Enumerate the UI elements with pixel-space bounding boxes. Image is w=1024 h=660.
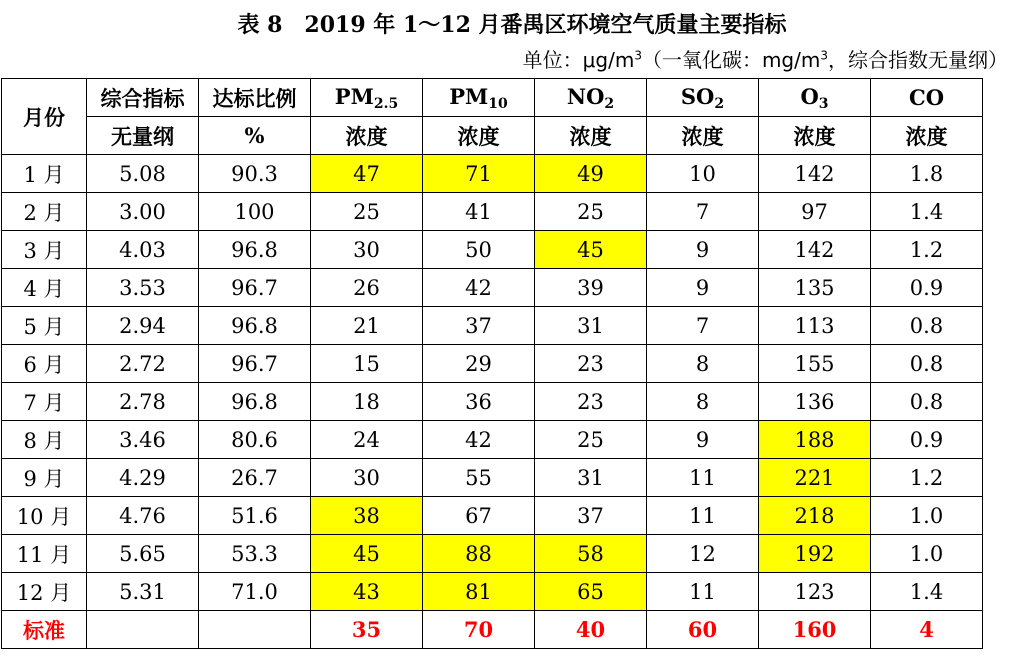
header-index-bottom: 无量纲 (87, 117, 199, 155)
cell-so2: 9 (647, 421, 759, 459)
cell-pm25: 15 (311, 345, 423, 383)
cell-so2: 11 (647, 573, 759, 611)
cell-co: 1.8 (871, 155, 983, 193)
cell-month: 5 月 (2, 307, 87, 345)
cell-pm10: 55 (423, 459, 535, 497)
cell-o3: 136 (759, 383, 871, 421)
cell-ratio: 53.3 (199, 535, 311, 573)
cell-month: 4 月 (2, 269, 87, 307)
cell-index: 3.00 (87, 193, 199, 231)
header-pm25-main: PM (334, 83, 374, 109)
table-row (2, 421, 983, 459)
cell-month: 8 月 (2, 421, 87, 459)
table-row (2, 307, 983, 345)
cell-ratio: 96.8 (199, 383, 311, 421)
standard-ratio (199, 611, 311, 649)
header-ratio-top: 达标比例 (199, 79, 311, 117)
standard-no2: 40 (535, 611, 647, 649)
cell-no2: 25 (535, 421, 647, 459)
cell-co: 1.4 (871, 573, 983, 611)
unit-suffix: ，综合指数无量纲） (828, 48, 1008, 72)
cell-co: 1.2 (871, 231, 983, 269)
standard-index (87, 611, 199, 649)
cell-so2: 7 (647, 193, 759, 231)
cell-index: 4.76 (87, 497, 199, 535)
standard-co: 4 (871, 611, 983, 649)
cell-o3: 155 (759, 345, 871, 383)
cell-no2: 37 (535, 497, 647, 535)
header-conc-co: 浓度 (871, 117, 983, 155)
cell-pm25: 30 (311, 231, 423, 269)
cell-pm10: 67 (423, 497, 535, 535)
header-pm25-sub: 2.5 (373, 95, 399, 112)
cell-o3: 113 (759, 307, 871, 345)
cell-month: 7 月 (2, 383, 87, 421)
cell-so2: 12 (647, 535, 759, 573)
cell-so2: 7 (647, 307, 759, 345)
cell-o3: 188 (759, 421, 871, 459)
header-row-1 (2, 79, 983, 117)
cell-pm25: 43 (311, 573, 423, 611)
table-row (2, 155, 983, 193)
header-ratio-bottom: % (199, 117, 311, 155)
header-conc-pm25: 浓度 (311, 117, 423, 155)
header-pm10-sub: 10 (488, 95, 508, 112)
cell-no2: 39 (535, 269, 647, 307)
cell-o3: 135 (759, 269, 871, 307)
cell-pm25: 18 (311, 383, 423, 421)
cell-co: 1.2 (871, 459, 983, 497)
cell-co: 0.9 (871, 421, 983, 459)
cell-month: 11 月 (2, 535, 87, 573)
standard-pm25: 35 (311, 611, 423, 649)
table-row (2, 383, 983, 421)
cell-pm25: 30 (311, 459, 423, 497)
cell-month: 9 月 (2, 459, 87, 497)
table-row (2, 459, 983, 497)
cell-no2: 23 (535, 383, 647, 421)
cell-pm10: 50 (423, 231, 535, 269)
cell-o3: 123 (759, 573, 871, 611)
header-pm10 (423, 79, 535, 117)
header-so2-main: SO (680, 83, 715, 109)
cell-no2: 45 (535, 231, 647, 269)
cell-ratio: 51.6 (199, 497, 311, 535)
cell-index: 2.94 (87, 307, 199, 345)
cell-so2: 9 (647, 231, 759, 269)
cell-pm10: 37 (423, 307, 535, 345)
cell-pm10: 42 (423, 269, 535, 307)
cell-index: 5.08 (87, 155, 199, 193)
cell-month: 3 月 (2, 231, 87, 269)
cell-pm25: 45 (311, 535, 423, 573)
unit-sup-2: 3 (820, 48, 828, 63)
table-title: 表 8 2019 年 1～12 月番禺区环境空气质量主要指标 (237, 12, 787, 38)
cell-pm10: 41 (423, 193, 535, 231)
cell-o3: 142 (759, 231, 871, 269)
header-row-2 (2, 117, 983, 155)
cell-no2: 58 (535, 535, 647, 573)
cell-month: 2 月 (2, 193, 87, 231)
cell-pm10: 29 (423, 345, 535, 383)
cell-so2: 11 (647, 497, 759, 535)
table-row (2, 573, 983, 611)
cell-o3: 192 (759, 535, 871, 573)
header-pm10-main: PM (449, 83, 489, 109)
cell-index: 3.53 (87, 269, 199, 307)
table-row (2, 231, 983, 269)
cell-no2: 49 (535, 155, 647, 193)
cell-so2: 11 (647, 459, 759, 497)
cell-no2: 23 (535, 345, 647, 383)
cell-pm25: 25 (311, 193, 423, 231)
header-so2 (647, 79, 759, 117)
cell-index: 2.78 (87, 383, 199, 421)
header-no2-sub: 2 (604, 95, 615, 112)
cell-co: 1.4 (871, 193, 983, 231)
cell-pm10: 42 (423, 421, 535, 459)
unit-prefix: 单位：μg/m (522, 48, 635, 72)
cell-ratio: 96.7 (199, 345, 311, 383)
cell-no2: 65 (535, 573, 647, 611)
cell-ratio: 80.6 (199, 421, 311, 459)
cell-co: 1.0 (871, 497, 983, 535)
header-conc-pm10: 浓度 (423, 117, 535, 155)
unit-mid: （一氧化碳：mg/m (641, 48, 821, 72)
standard-so2: 60 (647, 611, 759, 649)
air-quality-table (1, 78, 983, 649)
cell-month: 10 月 (2, 497, 87, 535)
header-conc-o3: 浓度 (759, 117, 871, 155)
cell-o3: 221 (759, 459, 871, 497)
standard-label: 标准 (2, 611, 87, 649)
unit-sup-1: 3 (634, 48, 642, 63)
cell-index: 4.29 (87, 459, 199, 497)
cell-ratio: 96.7 (199, 269, 311, 307)
cell-pm25: 26 (311, 269, 423, 307)
standard-row (2, 611, 983, 649)
cell-so2: 10 (647, 155, 759, 193)
cell-co: 0.8 (871, 307, 983, 345)
cell-no2: 31 (535, 459, 647, 497)
cell-ratio: 71.0 (199, 573, 311, 611)
table-row (2, 193, 983, 231)
table-body (2, 155, 983, 649)
table-row (2, 345, 983, 383)
cell-no2: 31 (535, 307, 647, 345)
header-no2 (535, 79, 647, 117)
cell-pm25: 38 (311, 497, 423, 535)
table-row (2, 535, 983, 573)
header-month: 月份 (2, 79, 87, 155)
cell-o3: 142 (759, 155, 871, 193)
cell-pm10: 71 (423, 155, 535, 193)
cell-pm25: 21 (311, 307, 423, 345)
cell-ratio: 90.3 (199, 155, 311, 193)
standard-o3: 160 (759, 611, 871, 649)
header-index-top: 综合指标 (87, 79, 199, 117)
cell-so2: 8 (647, 383, 759, 421)
cell-o3: 97 (759, 193, 871, 231)
cell-pm10: 36 (423, 383, 535, 421)
cell-no2: 25 (535, 193, 647, 231)
table-row (2, 497, 983, 535)
cell-month: 6 月 (2, 345, 87, 383)
cell-index: 4.03 (87, 231, 199, 269)
cell-index: 3.46 (87, 421, 199, 459)
header-o3-sub: 3 (818, 95, 829, 112)
cell-index: 5.65 (87, 535, 199, 573)
cell-ratio: 96.8 (199, 307, 311, 345)
cell-month: 1 月 (2, 155, 87, 193)
cell-co: 0.8 (871, 383, 983, 421)
cell-month: 12 月 (2, 573, 87, 611)
cell-so2: 8 (647, 345, 759, 383)
cell-co: 0.8 (871, 345, 983, 383)
cell-index: 5.31 (87, 573, 199, 611)
cell-ratio: 100 (199, 193, 311, 231)
cell-index: 2.72 (87, 345, 199, 383)
cell-pm10: 88 (423, 535, 535, 573)
cell-so2: 9 (647, 269, 759, 307)
cell-pm25: 47 (311, 155, 423, 193)
cell-co: 1.0 (871, 535, 983, 573)
header-conc-so2: 浓度 (647, 117, 759, 155)
cell-pm25: 24 (311, 421, 423, 459)
header-conc-no2: 浓度 (535, 117, 647, 155)
unit-note (523, 44, 1008, 73)
cell-pm10: 81 (423, 573, 535, 611)
cell-ratio: 96.8 (199, 231, 311, 269)
cell-ratio: 26.7 (199, 459, 311, 497)
header-no2-main: NO (566, 83, 605, 109)
header-o3-main: O (800, 83, 819, 109)
standard-pm10: 70 (423, 611, 535, 649)
header-o3 (759, 79, 871, 117)
header-co: CO (871, 79, 983, 117)
cell-o3: 218 (759, 497, 871, 535)
table-row (2, 269, 983, 307)
header-so2-sub: 2 (714, 95, 725, 112)
header-pm25 (311, 79, 423, 117)
cell-co: 0.9 (871, 269, 983, 307)
